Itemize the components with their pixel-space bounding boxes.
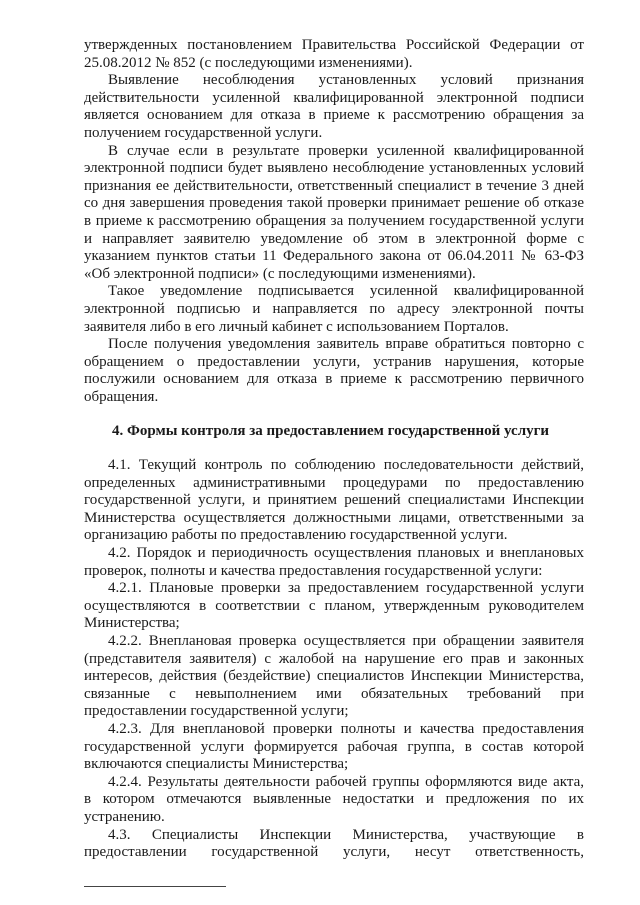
text-line: 4.2.4. Результаты деятельности рабочей группы оформляются виде акта,: [108, 773, 584, 790]
text-line: в приеме к рассмотрению обращения за получением государственной услуги: [84, 212, 584, 229]
text-line: предоставлении государственной услуги;: [84, 703, 349, 720]
text-line: заявителя либо в его личный кабинет с использованием Порталов.: [84, 318, 509, 335]
paragraph: [84, 774, 584, 827]
text-line: организацию работы по предоставлению государственной услуги.: [84, 527, 508, 544]
text-line: предоставлении государственной услуги, несут ответственность,: [84, 844, 584, 861]
text-line: 4.2.1. Плановые проверки за предоставлением государственной услуги: [108, 580, 584, 597]
text-line: в котором отмечаются выявленные недостатки и предложения по их: [84, 791, 584, 808]
paragraph: [84, 72, 584, 142]
text-line: электронной подписи будет выявлено несоблюдение установленных условий: [84, 160, 584, 177]
text-line: 25.08.2012 № 852 (с последующими изменениями).: [84, 54, 413, 71]
text-line: включаются специалисты Министерства;: [84, 756, 349, 773]
body-text-before-section: [84, 37, 584, 406]
text-line: связанные с невыполнением ими обязательных требований при: [84, 685, 584, 702]
text-line: После получения уведомления заявитель вправе обратиться повторно с: [108, 336, 584, 353]
text-line: действительности усиленной квалифицированной электронной подписи: [84, 89, 584, 106]
section-body-text: [84, 457, 584, 862]
paragraph: [84, 633, 584, 721]
text-line: признания ее действительности, ответственный специалист в течение 3 дней: [84, 177, 584, 194]
paragraph: [84, 37, 584, 72]
text-line: «Об электронной подписи» (с последующими изменениями).: [84, 265, 476, 282]
text-line: государственной услуги, и принятием решений специалистами Инспекции: [84, 492, 584, 509]
text-line: является основанием для отказа в приеме к рассмотрению обращения за: [84, 107, 584, 124]
document-page: [84, 37, 584, 862]
text-line: 4.3. Специалисты Инспекции Министерства, участвующие в: [108, 826, 584, 843]
text-line: государственной услуги формируется рабочая группа, в состав которой: [84, 738, 584, 755]
paragraph: [84, 580, 584, 633]
text-line: В случае если в результате проверки усиленной квалифицированной: [108, 142, 584, 159]
text-line: Министерства осуществляется должностными лицами, ответственными за: [84, 509, 584, 526]
text-line: Выявление несоблюдения установленных условий признания: [108, 72, 584, 89]
text-line: получением государственной услуги.: [84, 124, 323, 141]
text-line: со дня завершения проведения такой проверки принимает решение об отказе: [84, 195, 584, 212]
text-line: указанием пунктов статьи 11 Федерального закона от 06.04.2011 № 63-ФЗ: [84, 248, 584, 265]
text-line: послужили основанием для отказа в приеме к рассмотрению первичного: [84, 371, 584, 388]
paragraph: [84, 143, 584, 284]
text-line: 4.2. Порядок и периодичность осуществления плановых и внеплановых: [108, 545, 584, 562]
text-line: Министерства;: [84, 615, 180, 632]
text-line: 4.2.3. Для внеплановой проверки полноты и качества предоставления: [108, 720, 584, 737]
text-line: определенных административными процедурами по предоставлению: [84, 474, 584, 491]
text-line: интересов, действия (бездействие) специалистов Инспекции Министерства,: [84, 668, 584, 685]
text-line: Такое уведомление подписывается усиленной квалифицированной: [108, 283, 584, 300]
footnote-separator-line: [84, 886, 226, 887]
text-line: 4.2.2. Внеплановая проверка осуществляется при обращении заявителя: [108, 633, 584, 649]
paragraph: [84, 457, 584, 545]
text-line: проверок, полноты и качества предоставления государственной услуги:: [84, 562, 543, 579]
text-line: обращением о предоставлении услуги, устранив нарушения, которые: [84, 353, 584, 370]
paragraph: [84, 283, 584, 336]
text-line: обращения.: [84, 388, 159, 405]
paragraph: [84, 336, 584, 406]
section-heading: 4. Формы контроля за предоставлением государственной услуги: [112, 423, 550, 440]
text-line: утвержденных постановлением Правительства Российской Федерации от: [84, 37, 584, 53]
paragraph: [84, 545, 584, 580]
text-line: (представителя заявителя) с жалобой на нарушение его прав и законных: [84, 650, 584, 667]
text-line: и направляет заявителю уведомление об этом в электронной форме с: [84, 230, 584, 247]
text-line: электронной подписью и направляется по адресу электронной почты: [84, 300, 584, 317]
paragraph: [84, 721, 584, 774]
text-line: устранению.: [84, 808, 165, 825]
text-line: 4.1. Текущий контроль по соблюдению последовательности действий,: [108, 457, 584, 474]
text-line: осуществляются в соответствии с планом, утвержденным руководителем: [84, 597, 584, 614]
paragraph: [84, 827, 584, 862]
